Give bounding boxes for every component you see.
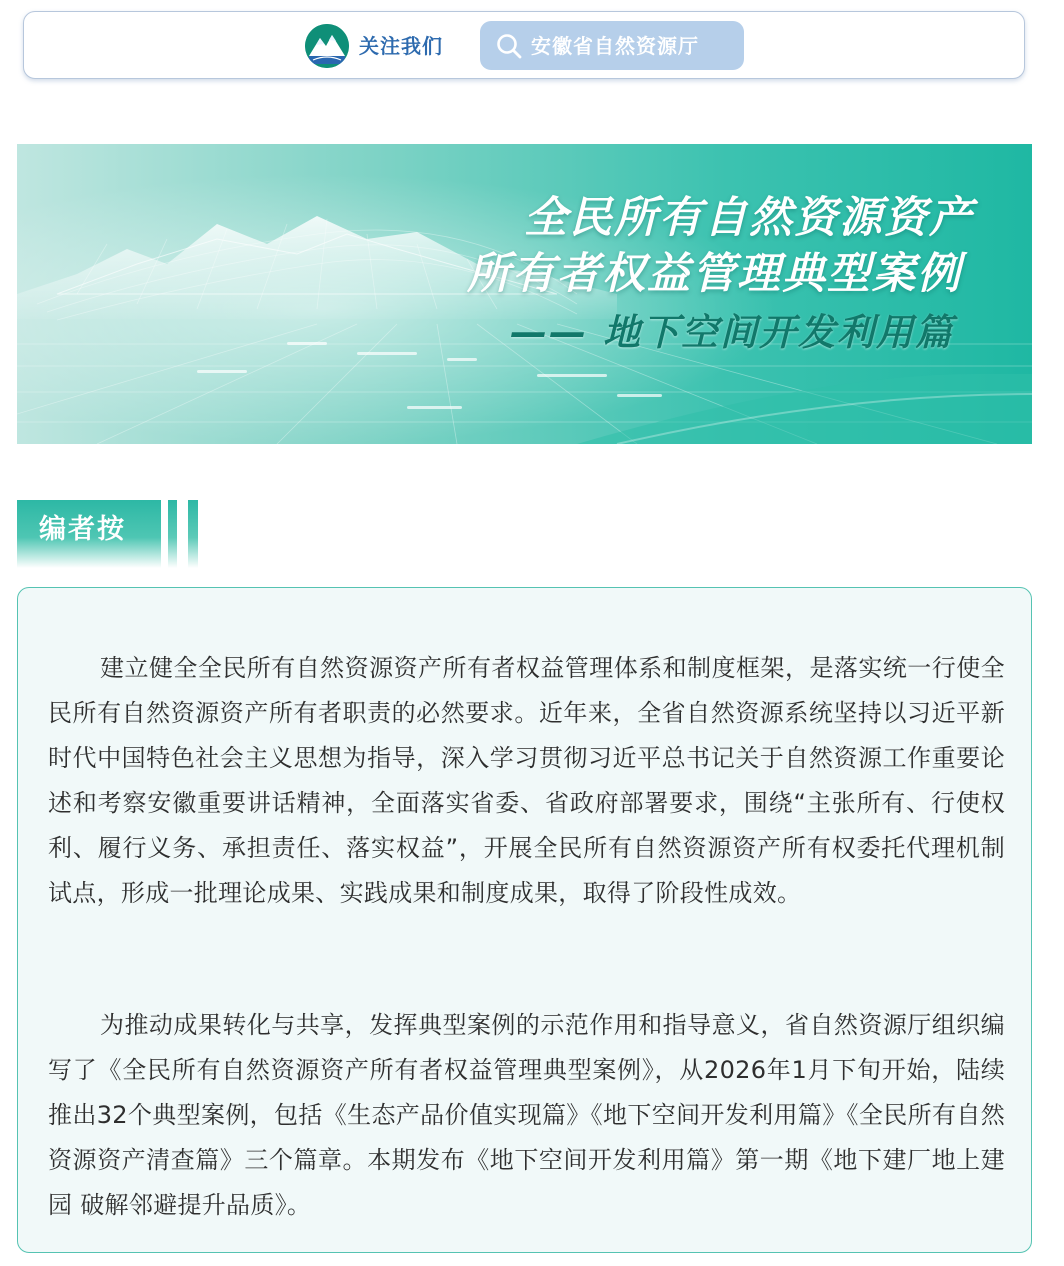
banner-subtitle: —— 地下空间开发利用篇 xyxy=(510,311,954,354)
banner-title-line1: 全民所有自然资源资产 xyxy=(524,193,974,243)
follow-bar xyxy=(23,11,1025,79)
follow-us-label[interactable]: 关注我们 xyxy=(359,34,443,58)
search-icon xyxy=(496,33,522,59)
editor-note-heading: 编者按 xyxy=(39,514,126,545)
editor-note-heading-tab xyxy=(17,500,161,568)
editor-note-paragraph-2: 为推动成果转化与共享，发挥典型案例的示范作用和指导意义，省自然资源厅组织编写了《全民所有自然资源资产所有者权益管理典型案例》，从2026年1月下旬开始，陆续推出32个典型案例，包括《生态产品价值实现篇》《地下空间开发利用篇》《全民所有自然资源资产清查篇》三个篇章。本期发布《地下空间开发利用篇》第一期《地下建厂地上建园 破解邻避提升品质》。 xyxy=(48,1011,1005,1219)
search-account-button[interactable] xyxy=(480,21,744,70)
heading-decoration-stripe xyxy=(188,500,198,568)
editor-note-box xyxy=(17,587,1032,1253)
editor-note-paragraph-1: 建立健全全民所有自然资源资产所有者权益管理体系和制度框架，是落实统一行使全民所有自然资源资产所有者职责的必然要求。近年来，全省自然资源系统坚持以习近平新时代中国特色社会主义思想为指导，深入学习贯彻习近平总书记关于自然资源工作重要论述和考察安徽重要讲话精神，全面落实省委、省政府部署要求，围绕“主张所有、行使权利、履行义务、承担责任、落实权益”，开展全民所有自然资源资产所有权委托代理机制试点，形成一批理论成果、实践成果和制度成果，取得了阶段性成效。 xyxy=(48,654,1005,907)
agency-mountain-logo-icon[interactable] xyxy=(305,24,349,68)
banner-title-line2: 所有者权益管理典型案例 xyxy=(467,249,962,299)
heading-decoration-stripe xyxy=(168,500,177,568)
search-account-label: 安徽省自然资源厅 xyxy=(531,34,699,58)
banner-image xyxy=(17,144,1032,444)
